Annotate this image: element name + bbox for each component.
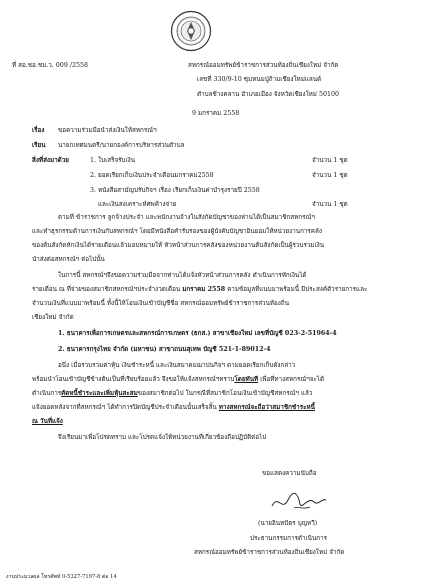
paragraph-2-line bbox=[32, 286, 367, 294]
paragraph-3-line bbox=[32, 376, 324, 384]
closing-regards: ขอแสดงความนับถือ bbox=[262, 470, 317, 477]
paragraph-3-text: เพื่อที่ทางสหกรณ์ฯจะได้ bbox=[258, 376, 325, 383]
emphasis-immediately: โดยทันที bbox=[234, 376, 259, 383]
subject-label: เรื่อง bbox=[32, 127, 45, 134]
reference-number: ที่ สอ.ชอ.ชม.ว. 009 /2558 bbox=[12, 62, 88, 69]
paragraph-3-line bbox=[32, 390, 312, 398]
enclosure-qty: จำนวน 1 ชุด bbox=[312, 201, 348, 208]
paragraph-2-line: จำนวนเงินที่แนบมาพร้อมนี้ ทั้งนี้ให้โอนเงินเข้าบัญชีชื่อ สหกรณ์ออมทรัพย์ข้าราชการส่วนท้องถิ่น bbox=[32, 300, 290, 307]
emphasis-debt-share: ตัดหนี้ชำระและเพิ่มหุ้นสะสม bbox=[61, 390, 138, 397]
emphasis-payment-date: ทางสหกรณ์จะถือว่าสมาชิกชำระหนี้ bbox=[218, 404, 315, 411]
cooperative-seal-logo bbox=[170, 10, 212, 52]
footer-contact: งานประมวลผล โทรศัพท์ 0-5327-7197-8 ต่อ 14 bbox=[6, 574, 117, 580]
address-line-2: ตำบลช้างคลาน อำเภอเมือง จังหวัดเชียงใหม่ 50100 bbox=[197, 91, 339, 98]
signer-organization: สหกรณ์ออมทรัพย์ข้าราชการส่วนท้องถิ่นเชียงใหม่ จำกัด bbox=[194, 549, 345, 556]
paragraph-2-line: ในการนี้ สหกรณ์ฯจึงขอความร่วมมือจากท่านได้แจ้งหัวหน้าส่วนการคลัง ดำเนินการหักเงินได้ bbox=[58, 272, 307, 279]
organization-name: สหกรณ์ออมทรัพย์ข้าราชการส่วนท้องถิ่นเชียงใหม่ จำกัด bbox=[188, 62, 339, 69]
paragraph-1-line: และทำธุรกรรมด้านการเงินกับสหกรณ์ฯ โดยมีหนังสือคำรับรองของผู้บังคับบัญชายินยอมให้หน่วยงานการคลัง bbox=[32, 228, 322, 235]
paragraph-2-line: เชียงใหม่ จำกัด bbox=[32, 314, 74, 321]
signer-name: (นายอินทปัตร บุญทวี) bbox=[258, 520, 318, 527]
enclosures-label: สิ่งที่ส่งมาด้วย bbox=[32, 157, 69, 164]
paragraph-3-line: อนึ่ง เมื่อรวบรวมค่าหุ้น เงินชำระหนี้ และเงินสมาคมฌาปนกิจฯ ตามยอดเรียกเก็บดังกล่าว bbox=[58, 362, 296, 369]
paragraph-2-text: ตามข้อมูลที่แนบมาพร้อมนี้ มีประสงค์ตัวรายการและ bbox=[225, 286, 368, 293]
paragraph-3-text: แจ้งยอดหลังจากที่สหกรณ์ฯ ได้ทำการปิดบัญชีประจำเดือนนั้นเสร็จสิ้น bbox=[32, 404, 219, 411]
paragraph-3-text: ดำเนินการ bbox=[32, 390, 62, 397]
paragraph-3-text: พร้อมนำโอนเข้าบัญชีข้างต้นเป็นที่เรียบร้อยแล้ว จึงขอให้แจ้งสหกรณ์ฯทราบ bbox=[32, 376, 235, 383]
closing-request: จึงเรียนมาเพื่อโปรดทราบ และโปรดแจ้งให้หน่วยงานที่เกี่ยวข้องถือปฏิบัติต่อไป bbox=[58, 434, 267, 441]
enclosure-item: และเงินสงเคราะห์ศพค้างจ่าย bbox=[98, 201, 177, 208]
paragraph-3-line bbox=[32, 404, 315, 412]
paragraph-1-line: นำส่งต่อสหกรณ์ฯ ต่อไปนั้น bbox=[32, 256, 105, 263]
subject-text: ขอความร่วมมือนำส่งเงินให้สหกรณ์ฯ bbox=[58, 127, 157, 134]
letter-date: 9 มกราคม 2558 bbox=[192, 110, 240, 117]
billing-month: มกราคม 2558 bbox=[182, 286, 226, 293]
enclosure-item: 2. ยอดเรียกเก็บเงินประจำเดือนมกราคม2558 bbox=[90, 172, 214, 179]
recipient-label: เรียน bbox=[32, 142, 46, 149]
paragraph-3-text: ของสมาชิกต่อไป ในกรณีที่สมาชิกโอนเงินเข้าบัญชีสหกรณ์ฯ แล้ว bbox=[137, 390, 313, 397]
enclosure-qty: จำนวน 1 ชุด bbox=[312, 172, 348, 179]
paragraph-2-text: รายเดือน ณ ที่จ่ายของสมาชิกสหกรณ์ฯประจำงวดเดือน bbox=[32, 286, 183, 293]
address-line-1: เลขที่ 330/9-10 ซุมหนมปู่ถ้ามเชียงใหม่แลนด์ bbox=[197, 76, 322, 83]
enclosure-item: 1. ใบเสร็จรับเงิน bbox=[90, 157, 136, 164]
paragraph-1-line: ของต้นสังกัดหักเงินได้รายเดือนแล้วมอบหมายให้ หัวหน้าส่วนการคลังของหน่วยงานต้นสังกัดเป็นผู้รวบรวมเงิน bbox=[32, 242, 325, 249]
enclosure-item: 3. หนังสือสามัญปรับกิจฯ เรื่อง เรียกเก็บเงินค่าบำรุงรายปี 2558 bbox=[90, 187, 260, 194]
paragraph-3-line: ณ วันที่แจ้ง bbox=[32, 418, 63, 425]
enclosure-qty: จำนวน 1 ชุด bbox=[312, 157, 348, 164]
paragraph-1-line: ตามที่ ข้าราชการ ลูกจ้างประจำ และพนักงานจ้างในสังกัดบัญชาของท่านได้เป็นสมาชิกสหกรณ์ฯ bbox=[58, 214, 315, 221]
handwritten-signature bbox=[268, 490, 330, 514]
bank-account-line: 2. ธนาคารกรุงไทย จำกัด (มหาชน) สาขาถนนสุเทพ บัญชี 521-1-89012-4 bbox=[58, 346, 271, 353]
recipient-text: นายกเทศมนตรี/นายกองค์การบริหารส่วนตำบล bbox=[58, 142, 185, 149]
signer-title: ประธานกรรมการดำเนินการ bbox=[250, 535, 328, 542]
bank-account-line: 1. ธนาคารเพื่อการเกษตรและสหกรณ์การเกษตร (ธกส.) สาขาเชียงใหม่ เลขที่บัญชี 023-2-51964-4 bbox=[58, 330, 337, 337]
